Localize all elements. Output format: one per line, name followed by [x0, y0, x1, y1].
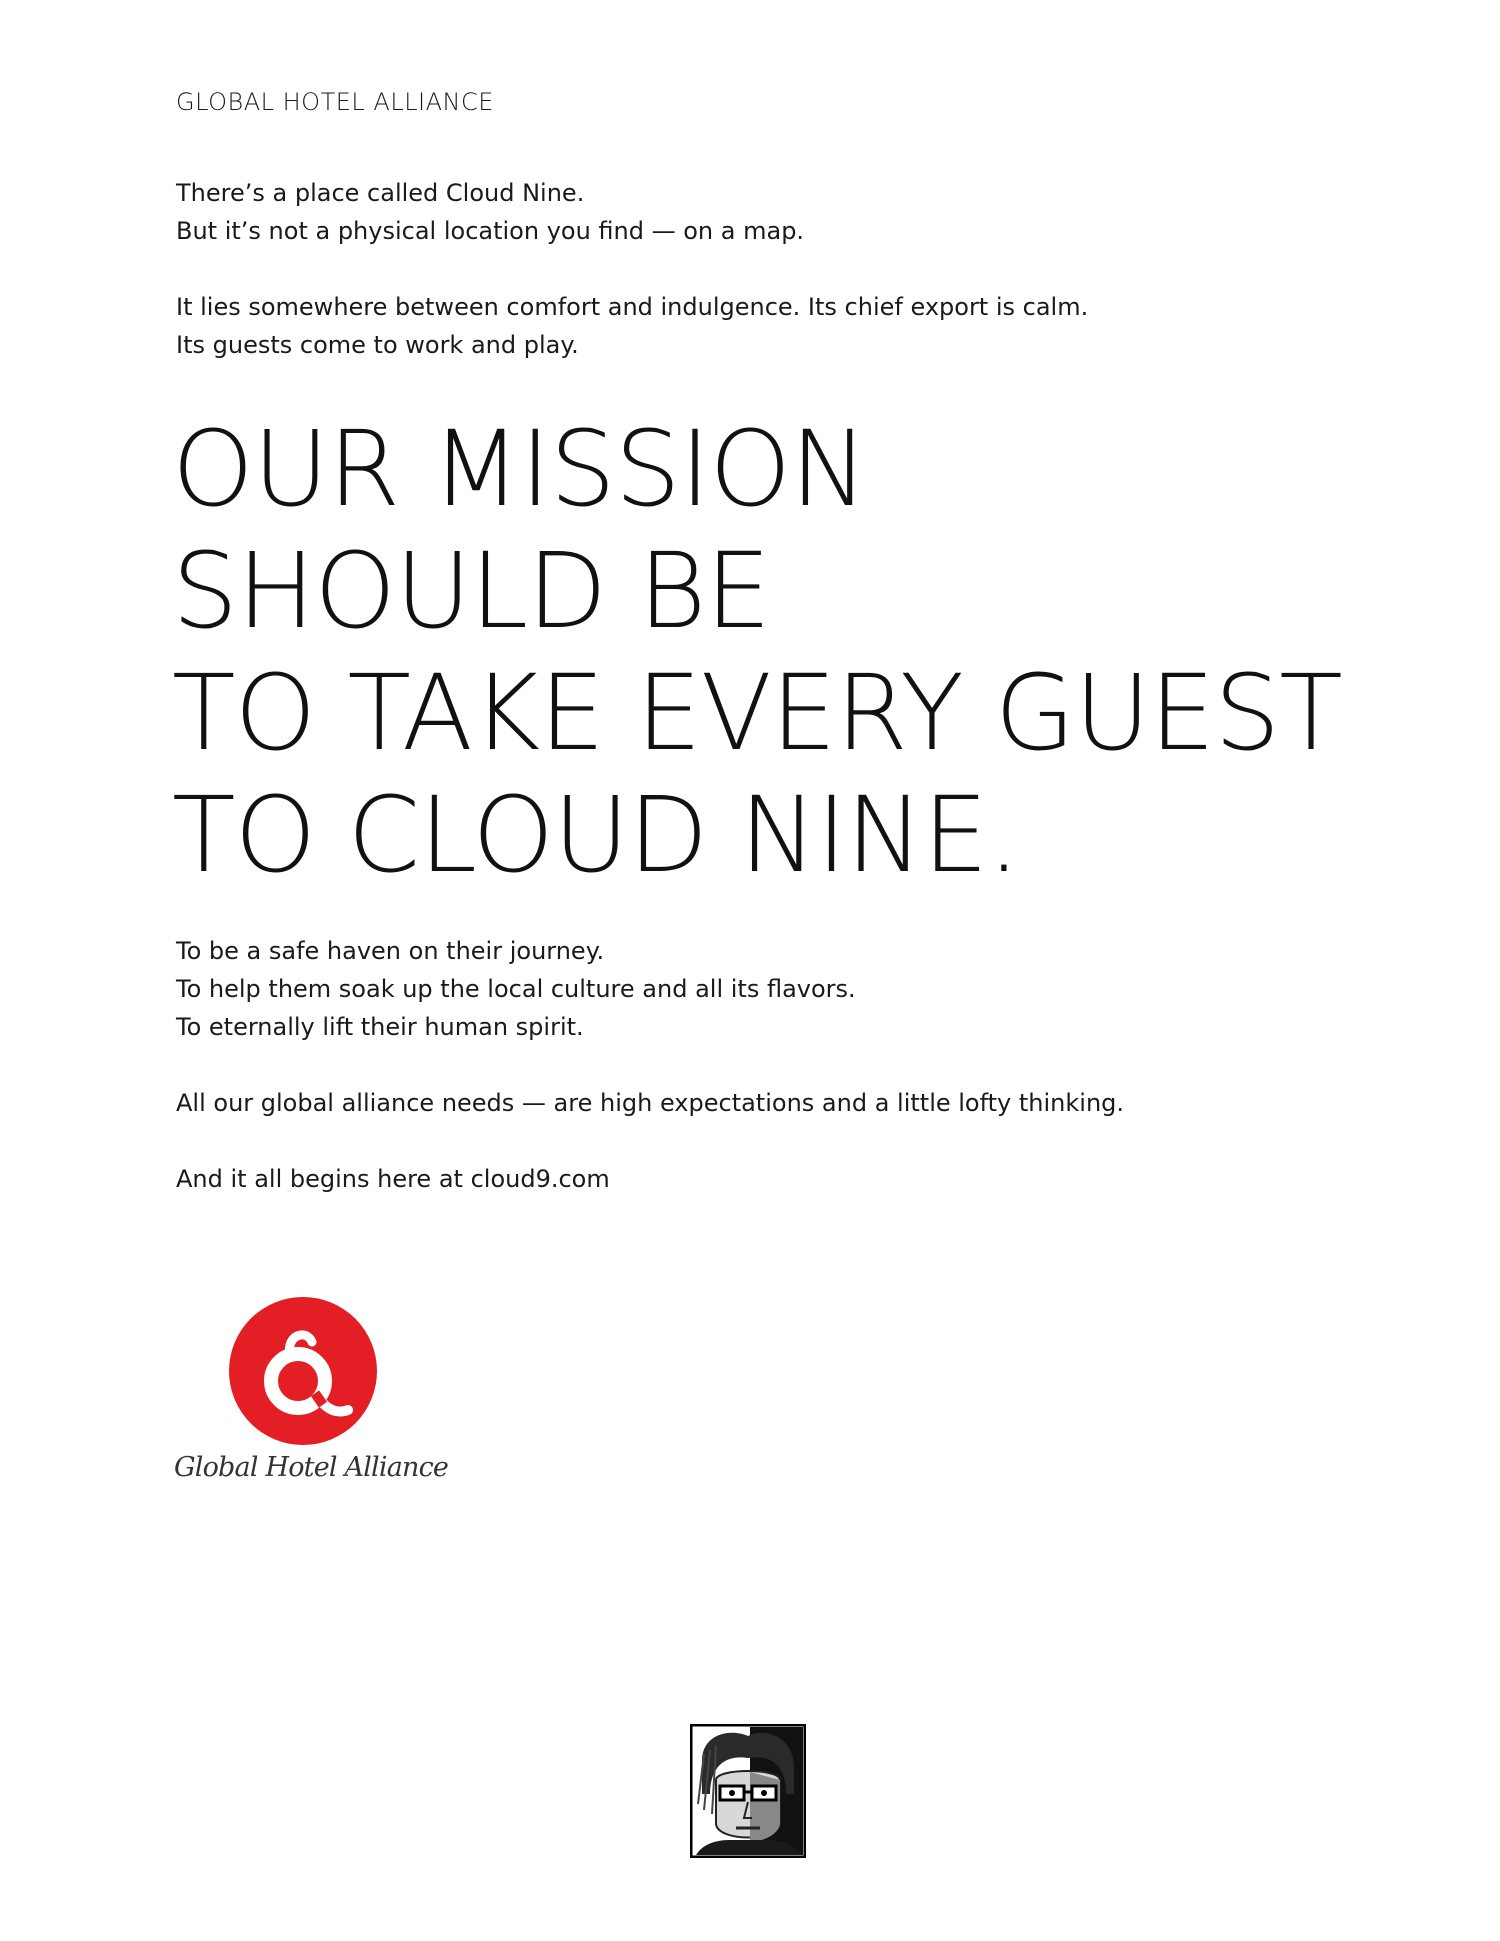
intro-line: There’s a place called Cloud Nine.: [176, 179, 585, 207]
intro-line: Its guests come to work and play.: [176, 331, 579, 359]
body-paragraph-1: [176, 932, 1376, 1046]
logo-wordmark: Global Hotel Alliance: [174, 1452, 449, 1483]
headline-line: TO CLOUD NINE.: [172, 774, 1020, 896]
headline-line: OUR MISSION: [172, 408, 868, 530]
body-copy: [176, 932, 1376, 1198]
ghs-circle-logo-icon: [228, 1296, 378, 1446]
mission-headline: [172, 408, 1422, 896]
intro-copy: [176, 174, 1376, 364]
artist-portrait-icon: [690, 1724, 806, 1858]
headline-line: TO TAKE EVERY GUEST: [172, 652, 1342, 774]
body-paragraph-2: All our global alliance needs — are high expectations and a little lofty thinking.: [176, 1089, 1125, 1117]
global-hotel-alliance-logo: [172, 1296, 449, 1506]
headline-line: SHOULD BE: [172, 530, 771, 652]
intro-paragraph-2: [176, 288, 1376, 364]
intro-line: It lies somewhere between comfort and indulgence. Its chief export is calm.: [176, 293, 1089, 321]
intro-line: But it’s not a physical location you find — on a map.: [176, 217, 805, 245]
body-line: To be a safe haven on their journey.: [176, 937, 605, 965]
eyebrow-title: GLOBAL HOTEL ALLIANCE: [176, 88, 494, 116]
intro-paragraph-1: [176, 174, 1376, 250]
body-paragraph-3: And it all begins here at cloud9.com: [176, 1165, 610, 1193]
body-line: To help them soak up the local culture and all its flavors.: [176, 975, 856, 1003]
body-line: To eternally lift their human spirit.: [176, 1013, 584, 1041]
